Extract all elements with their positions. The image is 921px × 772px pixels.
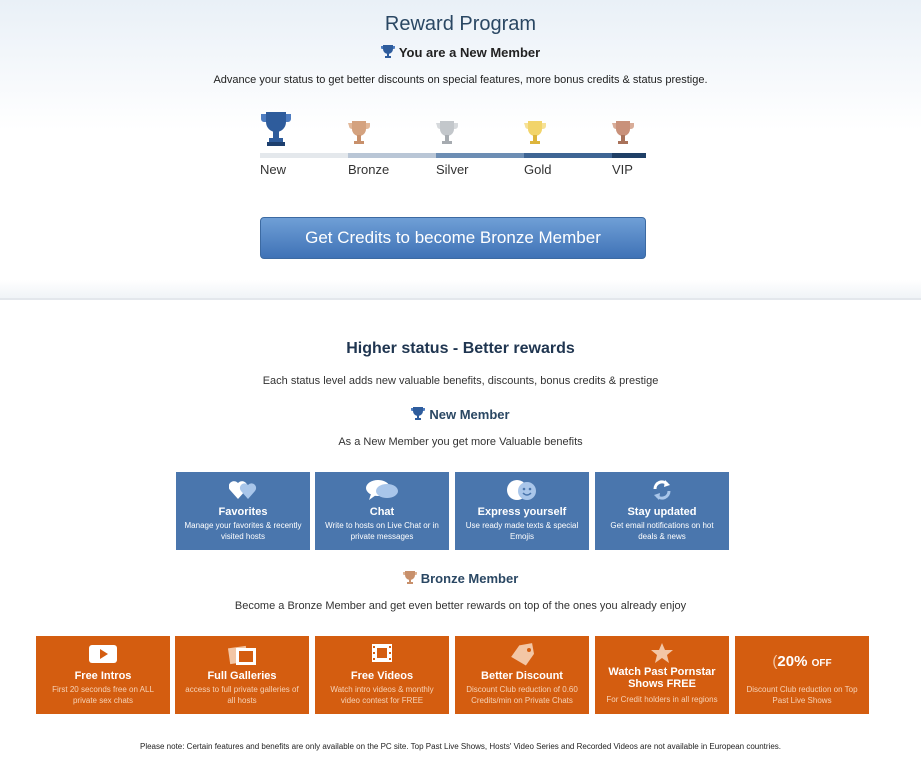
- bronze-member-heading: [0, 570, 921, 586]
- current-status: [0, 44, 921, 60]
- progress-track-bronze: [348, 153, 436, 158]
- emoji-icon: [506, 479, 538, 501]
- new-member-heading: [0, 406, 921, 422]
- benefit-card-chat: Chat Write to hosts on Live Chat or in private messages: [315, 472, 449, 550]
- page-title: Reward Program: [384, 13, 537, 35]
- chat-bubbles-icon: [365, 479, 399, 501]
- tier-label: Gold: [524, 162, 552, 177]
- star-icon: [649, 642, 675, 664]
- benefit-card-full-galleries: Full Galleries access to full private galleries of all hosts: [175, 636, 309, 714]
- status-text: You are a New Member: [398, 45, 541, 60]
- benefit-card-free-intros: Free Intros First 20 seconds free on ALL private sex chats: [36, 636, 170, 714]
- trophy-silver-icon: [436, 120, 458, 148]
- tier-progress: [260, 110, 646, 180]
- benefit-card-favorites: Favorites Manage your favorites & recently visited hosts: [176, 472, 310, 550]
- tier-label: Silver: [436, 162, 469, 177]
- progress-track-vip: [612, 153, 646, 158]
- new-member-title: New Member: [429, 407, 510, 422]
- progress-track-new: [260, 153, 348, 158]
- tier-label: VIP: [612, 162, 633, 177]
- progress-track-gold: [524, 153, 612, 158]
- footer-note: Please note: Certain features and benefits are only available on the PC site. Top Past Live Shows, Hosts' Video Series and Recorded Videos are not available in European countries.: [139, 742, 782, 751]
- trophy-vip-icon: [612, 120, 634, 148]
- benefit-card-pornstar-shows: Watch Past Pornstar Shows FREE For Credit holders in all regions: [595, 636, 729, 714]
- new-member-subtitle: As a New Member you get more Valuable benefits: [338, 436, 583, 448]
- bronze-member-subtitle: Become a Bronze Member and get even better rewards on top of the ones you already enjoy: [234, 600, 687, 612]
- benefit-card-better-discount: Better Discount Discount Club reduction of 0.60 Credits/min on Private Chats: [455, 636, 589, 714]
- benefit-card-updates: Stay updated Get email notifications on hot deals & news: [595, 472, 729, 550]
- film-icon: [370, 643, 394, 663]
- tag-icon: [507, 643, 537, 667]
- gallery-icon: [226, 643, 258, 667]
- bronze-member-title: Bronze Member: [420, 571, 519, 586]
- trophy-new-icon: [260, 110, 292, 148]
- trophy-icon: [381, 44, 395, 60]
- benefit-card-free-videos: Free Videos Watch intro videos & monthly video contest for FREE: [315, 636, 449, 714]
- trophy-bronze-icon: [348, 120, 370, 148]
- percent-badge-icon: (20% OFF: [772, 653, 832, 670]
- tier-label: New: [260, 162, 287, 177]
- rewards-subtitle: Each status level adds new valuable benefits, discounts, bonus credits & prestige: [262, 375, 659, 387]
- advance-text: Advance your status to get better discounts on special features, more bonus credits & status prestige.: [213, 74, 708, 86]
- trophy-gold-icon: [524, 120, 546, 148]
- tier-label: Bronze: [348, 162, 390, 177]
- play-icon: [88, 643, 118, 665]
- trophy-icon: [411, 406, 425, 422]
- benefit-card-express: Express yourself Use ready made texts & special Emojis: [455, 472, 589, 550]
- section-divider: [0, 298, 921, 300]
- get-credits-button[interactable]: Get Credits to become Bronze Member: [260, 217, 646, 259]
- progress-track-silver: [436, 153, 524, 158]
- benefit-card-discount-club: (20% OFF Discount Club reduction on Top Past Live Shows: [735, 636, 869, 714]
- refresh-icon: [650, 479, 674, 501]
- trophy-bronze-icon: [403, 570, 417, 586]
- hearts-icon: [229, 479, 257, 501]
- rewards-title: Higher status - Better rewards: [346, 340, 575, 357]
